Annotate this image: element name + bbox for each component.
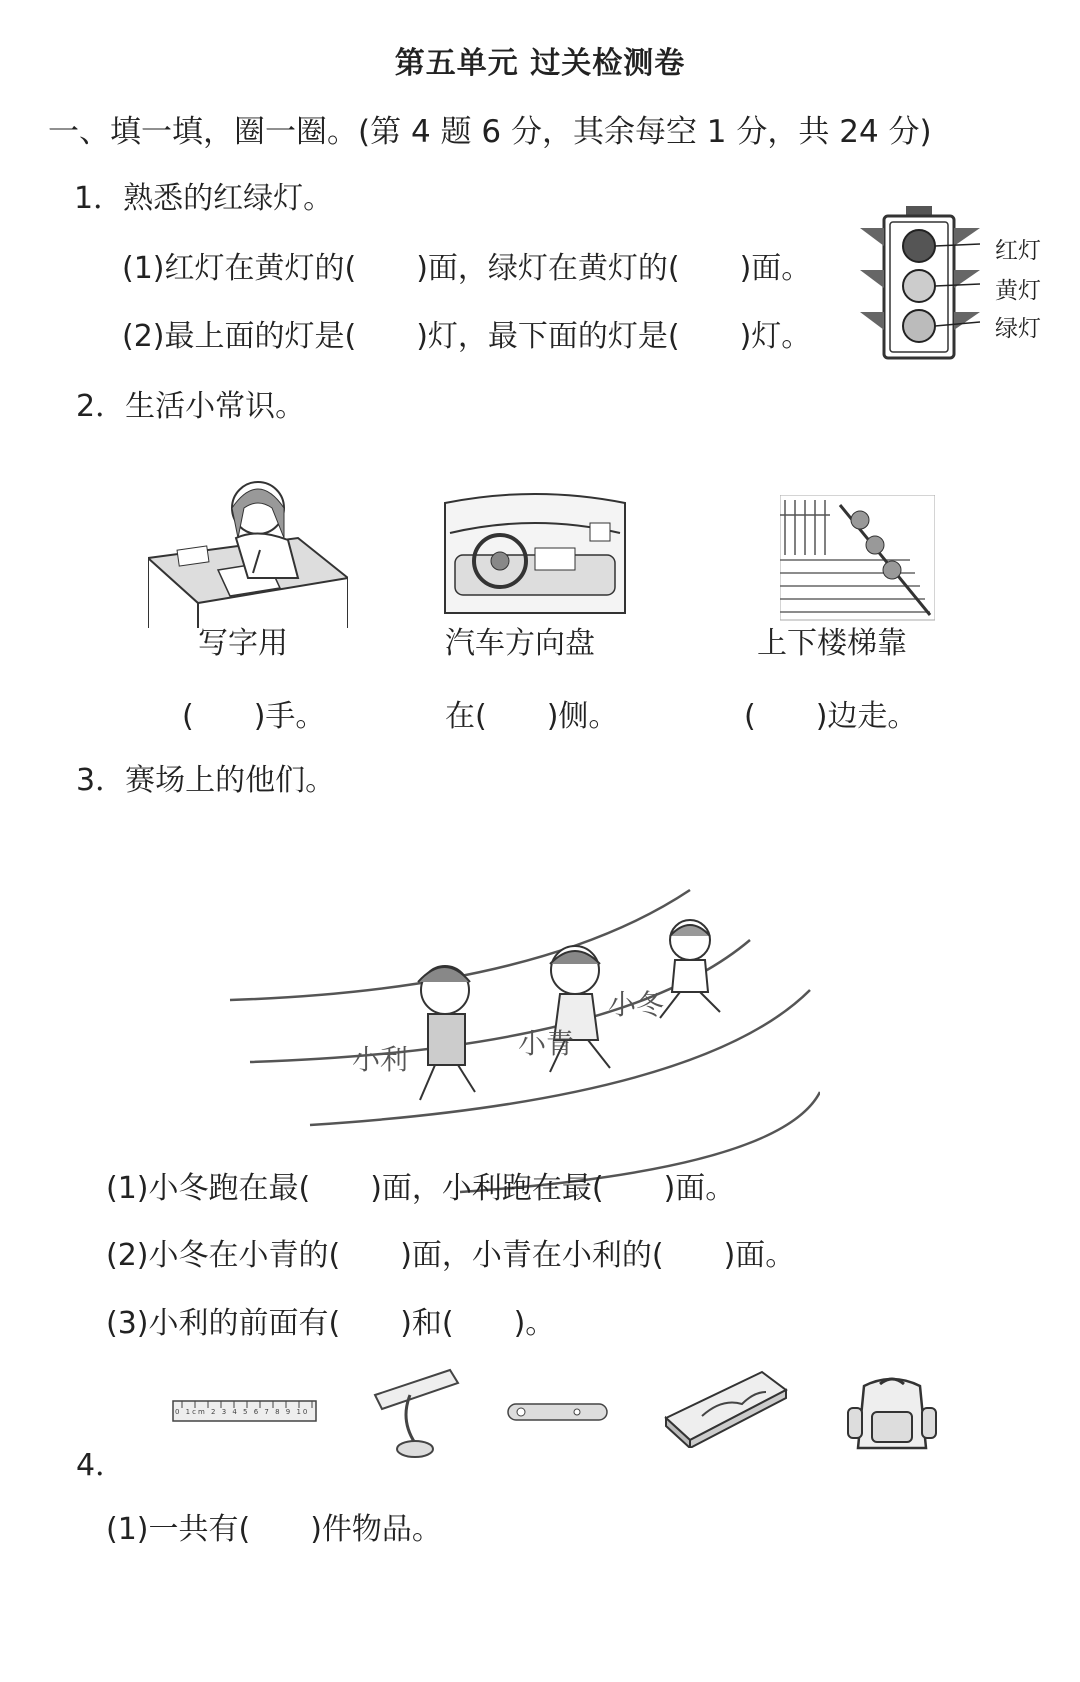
question-4-label: 4．	[76, 1448, 126, 1483]
runner-label-xiaoli: 小利	[352, 1043, 409, 1076]
eraser-image	[507, 1402, 609, 1424]
q2-caption-2: 汽车方向盘	[445, 626, 595, 661]
red-light	[903, 230, 935, 262]
question-3-line-3: (3)小利的前面有( )和( )。	[106, 1306, 556, 1341]
q2-blank-3: ( )边走。	[744, 699, 918, 734]
q2-blank-1: ( )手。	[182, 699, 326, 734]
traffic-light-illustration	[860, 206, 980, 386]
q2-blank-2: 在( )侧。	[445, 699, 619, 734]
green-light	[903, 310, 935, 342]
light-label-red: 红灯	[995, 238, 1041, 264]
pencil-case-image	[662, 1368, 790, 1448]
stairs-illustration	[780, 495, 935, 625]
yellow-light	[903, 270, 935, 302]
car-steering-wheel-illustration	[440, 493, 630, 623]
question-1-line-1: (1)红灯在黄灯的( )面，绿灯在黄灯的( )面。	[122, 251, 812, 286]
question-3-line-2: (2)小冬在小青的( )面，小青在小利的( )面。	[106, 1238, 796, 1273]
q2-caption-1: 写字用	[198, 626, 288, 661]
backpack-image	[844, 1374, 940, 1456]
page-title: 第五单元 过关检测卷	[394, 46, 686, 81]
question-3-line-1: (1)小冬跑在最( )面，小利跑在最( )面。	[106, 1171, 736, 1206]
runner-label-xiaodong: 小冬	[608, 988, 665, 1021]
light-label-green: 绿灯	[995, 316, 1041, 342]
desk-lamp-image	[370, 1365, 460, 1460]
light-label-yellow: 黄灯	[995, 278, 1041, 304]
question-1-line-2: (2)最上面的灯是( )灯，最下面的灯是( )灯。	[122, 319, 812, 354]
question-1-label: 1．熟悉的红绿灯。	[74, 181, 334, 216]
q2-caption-3: 上下楼梯靠	[757, 626, 907, 661]
question-2-label: 2．生活小常识。	[76, 389, 306, 424]
runner-xiaoli	[418, 966, 475, 1100]
section-heading: 一、填一填，圈一圈。(第 4 题 6 分，其余每空 1 分，共 24 分)	[48, 114, 932, 150]
question-3-label: 3．赛场上的他们。	[76, 763, 336, 798]
runner-label-xiaoqing: 小青	[518, 1027, 575, 1060]
question-4-line-1: (1)一共有( )件物品。	[106, 1512, 442, 1547]
girl-writing-illustration	[148, 478, 348, 628]
ruler-tick-labels: 0 1cm 2 3 4 5 6 7 8 9 10	[175, 1408, 310, 1416]
